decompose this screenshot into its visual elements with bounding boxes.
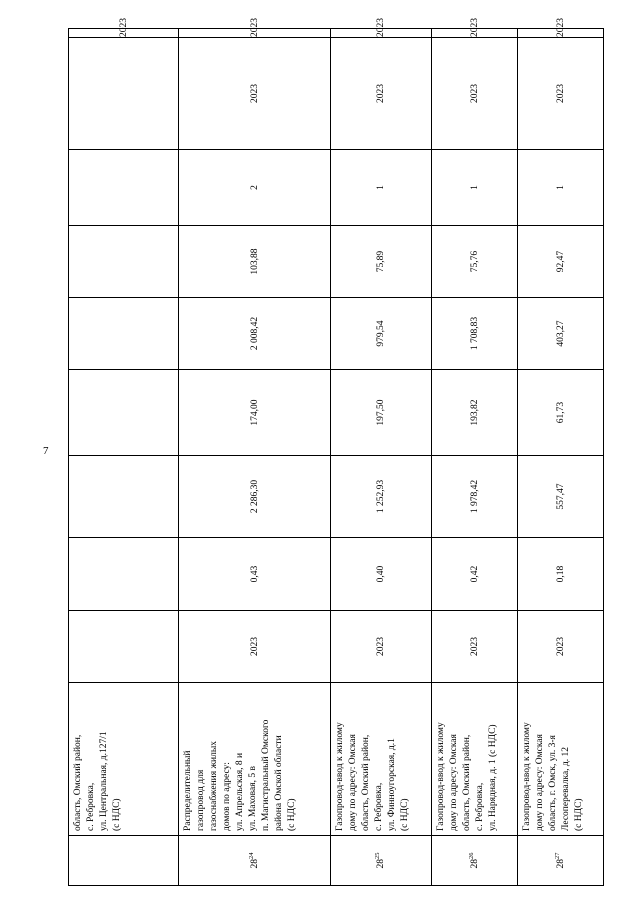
object-name-line: (с НДС): [574, 798, 584, 831]
value-cell-9: 2023: [432, 29, 518, 38]
value-cell-8: [69, 38, 179, 150]
value-cell-3: [69, 456, 179, 538]
object-name-line: района Омской области: [274, 735, 284, 831]
value-cell-7: 1: [518, 150, 604, 226]
value-cell-1: [69, 611, 179, 683]
value-cell-9: 2023: [179, 29, 331, 38]
value-cell-5: 2 008,42: [179, 298, 331, 370]
object-name-cell: [179, 683, 331, 836]
object-name-line: Газопровод-ввод к жилому: [522, 722, 532, 831]
page-number: 7: [43, 445, 49, 457]
object-name-line: (с НДС): [112, 798, 122, 831]
object-name-line: область, Омский район,: [73, 734, 83, 831]
row-number-superscript: 25: [373, 852, 381, 859]
value-cell-3: 1 252,93: [331, 456, 432, 538]
object-name-line: газопровод для: [196, 769, 206, 831]
value-cell-7: [69, 150, 179, 226]
object-name-line: ул. Центральная, д.127/1: [99, 731, 109, 831]
value-cell-9: 2023: [69, 29, 179, 38]
value-cell-5: 1 708,83: [432, 298, 518, 370]
value-cell-7: 1: [331, 150, 432, 226]
table-row: [518, 29, 604, 886]
object-name-line: ул. Апрельская, 8 и: [235, 752, 245, 831]
value-cell-3: 2 286,30: [179, 456, 331, 538]
value-cell-2: 0,42: [432, 538, 518, 611]
value-cell-5: [69, 298, 179, 370]
value-cell-7: 2: [179, 150, 331, 226]
value-cell-4: [69, 370, 179, 456]
table-row: [69, 29, 179, 886]
object-name-line: газоснабжения жилых: [209, 741, 219, 831]
value-cell-4: 174,00: [179, 370, 331, 456]
value-cell-3: 557,47: [518, 456, 604, 538]
value-cell-2: 0,18: [518, 538, 604, 611]
value-cell-1: 2023: [518, 611, 604, 683]
row-number: 28: [469, 859, 480, 869]
object-name-line: Распределительный: [183, 750, 193, 831]
object-name-line: ул. Нарядная, д. 1 (с НДС): [488, 724, 498, 831]
row-number-superscript: 27: [553, 852, 561, 859]
value-cell-6: [69, 226, 179, 298]
value-cell-2: 0,43: [179, 538, 331, 611]
row-number-cell: [69, 836, 179, 886]
object-name-line: дому по адресу: Омская: [449, 734, 459, 831]
row-number-cell: [179, 836, 331, 886]
investment-table: [68, 18, 604, 886]
row-number-cell: [518, 836, 604, 886]
row-number-superscript: 26: [467, 852, 475, 859]
object-name-line: область, Омский район,: [361, 734, 371, 831]
table-row: [331, 29, 432, 886]
object-name-cell: [518, 683, 604, 836]
value-cell-8: 2023: [432, 38, 518, 150]
value-cell-4: 61,73: [518, 370, 604, 456]
object-name-line: с. Ребровка,: [86, 782, 96, 831]
row-number-cell: [432, 836, 518, 886]
object-name-line: Газопровод-ввод к жилому: [335, 722, 345, 831]
value-cell-6: 75,76: [432, 226, 518, 298]
value-cell-6: 75,89: [331, 226, 432, 298]
value-cell-5: 403,27: [518, 298, 604, 370]
row-number: 28: [376, 859, 386, 869]
object-name-line: Лесоперевалка, д. 12: [561, 747, 571, 831]
value-cell-8: 2023: [179, 38, 331, 150]
value-cell-8: 2023: [518, 38, 604, 150]
object-name-cell: [432, 683, 518, 836]
value-cell-4: 197,50: [331, 370, 432, 456]
row-number-superscript: 24: [247, 852, 255, 859]
row-number: 28: [249, 859, 260, 869]
object-name-line: ул. Маховая, 5 в: [248, 766, 258, 831]
object-name-line: с. Ребровка,: [374, 782, 384, 831]
object-name-cell: [69, 683, 179, 836]
value-cell-5: 979,54: [331, 298, 432, 370]
value-cell-1: 2023: [179, 611, 331, 683]
value-cell-1: 2023: [432, 611, 518, 683]
value-cell-4: 193,82: [432, 370, 518, 456]
value-cell-1: 2023: [331, 611, 432, 683]
value-cell-6: 92,47: [518, 226, 604, 298]
object-name-line: дому по адресу: Омская: [535, 734, 545, 831]
object-name-line: дому по адресу: Омская: [348, 734, 358, 831]
object-name-line: ул. Финноугорская, д.1: [387, 738, 397, 831]
object-name-line: (с НДС): [400, 798, 410, 831]
row-number: 28: [555, 859, 566, 869]
value-cell-3: 1 978,42: [432, 456, 518, 538]
table-row: [179, 29, 331, 886]
object-name-line: область, Омский район,: [462, 734, 472, 831]
value-cell-7: 1: [432, 150, 518, 226]
value-cell-2: 0,40: [331, 538, 432, 611]
value-cell-6: 103,88: [179, 226, 331, 298]
object-name-line: домов по адресу:: [222, 762, 232, 831]
row-number-cell: [331, 836, 432, 886]
object-name-line: (с НДС): [287, 798, 297, 831]
table-container: [68, 18, 584, 886]
value-cell-9: 2023: [518, 29, 604, 38]
object-name-line: п. Магистральный Омского: [261, 719, 271, 831]
table-row: [432, 29, 518, 886]
object-name-line: с. Ребровка,: [475, 782, 485, 831]
object-name-cell: [331, 683, 432, 836]
value-cell-8: 2023: [331, 38, 432, 150]
object-name-line: Газопровод-ввод к жилому: [436, 722, 446, 831]
value-cell-9: 2023: [331, 29, 432, 38]
object-name-line: область, г. Омск, ул. 3-я: [548, 735, 558, 831]
value-cell-2: [69, 538, 179, 611]
